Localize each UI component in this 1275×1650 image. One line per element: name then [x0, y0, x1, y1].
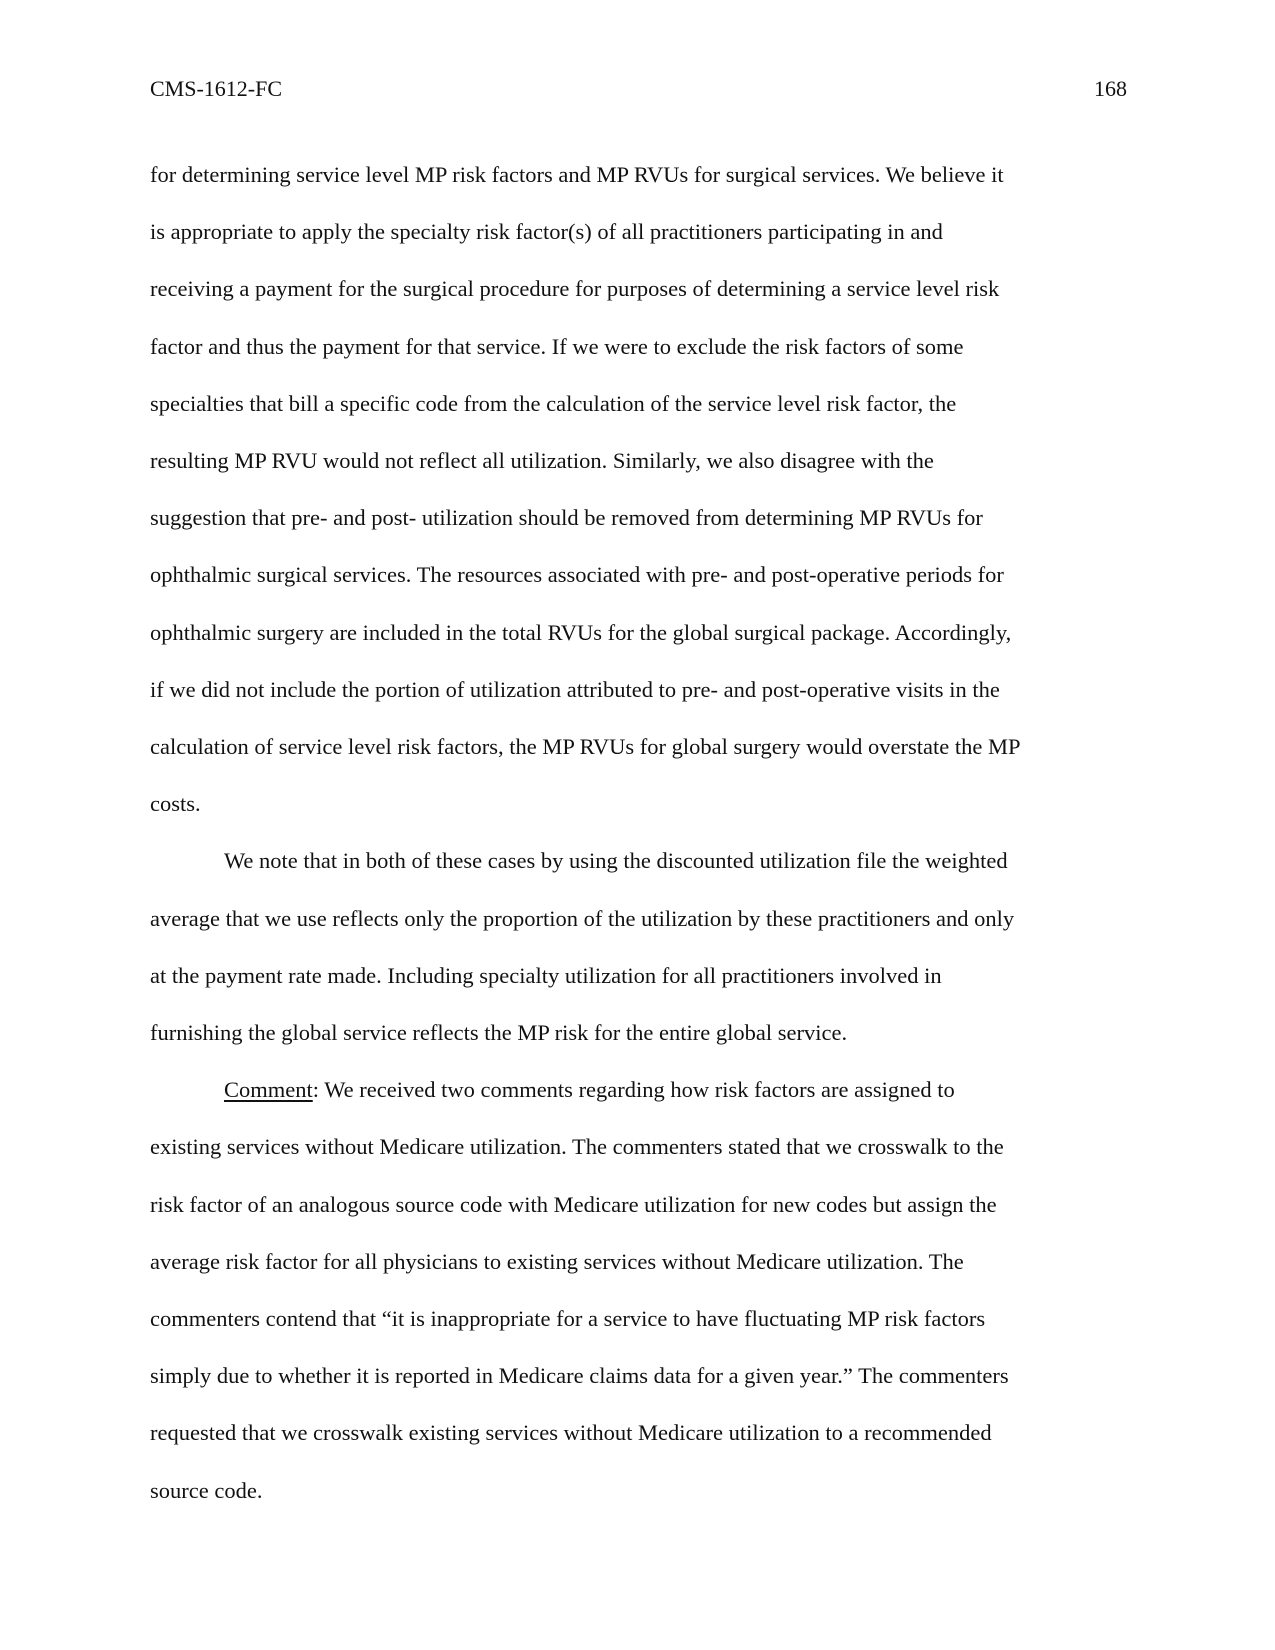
text-line: calculation of service level risk factors, the MP RVUs for global surgery would overstate the MP: [150, 734, 1021, 760]
paragraph-2: [150, 832, 1130, 1061]
text-line: factor and thus the payment for that service. If we were to exclude the risk factors of some: [150, 333, 964, 359]
page-number: 168: [1094, 76, 1127, 101]
comment-label: Comment: [224, 1077, 313, 1103]
text-line: requested that we crosswalk existing services without Medicare utilization to a recommended: [150, 1420, 992, 1446]
text-line: ophthalmic surgical services. The resources associated with pre- and post-operative periods for: [150, 562, 1004, 588]
text-line: receiving a payment for the surgical procedure for purposes of determining a service level risk: [150, 276, 1000, 302]
text-line: if we did not include the portion of utilization attributed to pre- and post-operative visits in the: [150, 676, 1000, 702]
text-line: simply due to whether it is reported in Medicare claims data for a given year.” The commenters: [150, 1363, 1009, 1389]
text-line: resulting MP RVU would not reflect all utilization. Similarly, we also disagree with the: [150, 448, 934, 474]
text-line: ophthalmic surgery are included in the total RVUs for the global surgical package. Accordingly,: [150, 619, 1012, 645]
document-id: CMS-1612-FC: [150, 76, 283, 101]
text-line: [150, 1061, 1130, 1118]
text-line: costs.: [150, 791, 201, 817]
text-line: We note that in both of these cases by using the discounted utilization file the weighted: [224, 848, 1008, 874]
text-line: specialties that bill a specific code from the calculation of the service level risk factor, the: [150, 390, 957, 416]
text-line: furnishing the global service reflects the MP risk for the entire global service.: [150, 1020, 848, 1046]
text-line: suggestion that pre- and post- utilization should be removed from determining MP RVUs for: [150, 505, 983, 531]
paragraph-1: [150, 146, 1130, 832]
text-line: risk factor of an analogous source code with Medicare utilization for new codes but assign the: [150, 1191, 997, 1217]
text-line: at the payment rate made. Including specialty utilization for all practitioners involved in: [150, 962, 942, 988]
text-line: is appropriate to apply the specialty risk factor(s) of all practitioners participating in and: [150, 219, 943, 245]
document-body: [150, 146, 1130, 1519]
paragraph-3: [150, 1061, 1130, 1519]
page-header: [150, 76, 1127, 102]
text-line: source code.: [150, 1477, 263, 1503]
comment-first-line: : We received two comments regarding how risk factors are assigned to: [312, 1077, 955, 1103]
text-line: average risk factor for all physicians to existing services without Medicare utilization. The: [150, 1248, 964, 1274]
text-line: average that we use reflects only the proportion of the utilization by these practitioners and only: [150, 905, 1015, 931]
text-line: for determining service level MP risk factors and MP RVUs for surgical services. We believe it: [150, 162, 1004, 187]
text-line: existing services without Medicare utilization. The commenters stated that we crosswalk to the: [150, 1134, 1004, 1160]
text-line: commenters contend that “it is inappropriate for a service to have fluctuating MP risk factors: [150, 1306, 986, 1332]
